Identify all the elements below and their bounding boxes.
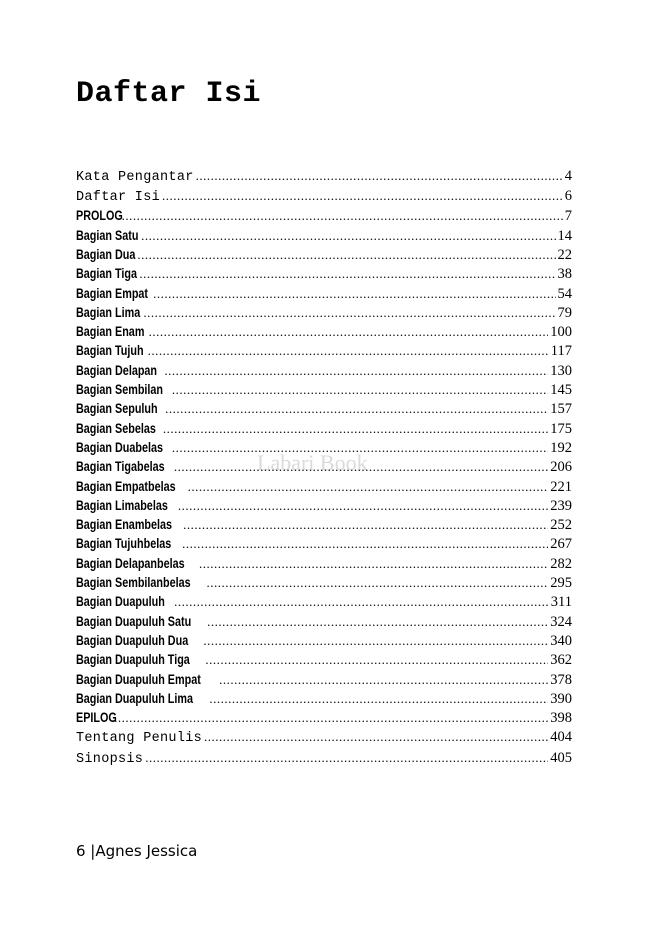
toc-entry[interactable]	[76, 633, 572, 652]
toc-entry[interactable]	[76, 382, 572, 401]
toc-entry-page-number: 282	[550, 555, 572, 572]
dot-leader	[174, 594, 549, 610]
toc-entry-label: Bagian Delapanbelas	[76, 555, 185, 571]
toc-entry-page-number: 405	[550, 749, 572, 766]
toc-entry[interactable]	[76, 459, 572, 478]
toc-entry[interactable]	[76, 421, 572, 440]
toc-entry-page-number: 267	[550, 536, 572, 553]
toc-entry-page-number: 175	[550, 420, 572, 437]
toc-entry-page-number: 6	[564, 188, 572, 205]
toc-entry-page-number: 130	[550, 362, 572, 379]
toc-entry-label: PROLOG	[76, 208, 123, 224]
toc-entry-label: Bagian Dua	[76, 246, 136, 262]
toc-entry[interactable]	[76, 228, 572, 247]
toc-entry-label: Bagian Enam	[76, 324, 145, 340]
toc-entry-page-number: 192	[550, 439, 572, 456]
dot-leader	[209, 691, 548, 707]
toc-entry-label: Bagian Duapuluh Dua	[76, 632, 189, 648]
dot-leader	[205, 652, 548, 668]
toc-entry-page-number: 206	[550, 459, 572, 476]
dot-leader	[139, 266, 555, 282]
dot-leader	[137, 247, 555, 263]
toc-entry-label: Bagian Empat	[76, 285, 149, 301]
toc-entry-page-number: 7	[564, 208, 572, 225]
toc-entry-page-number: 14	[557, 227, 572, 244]
toc-entry-page-number: 378	[550, 671, 572, 688]
toc-entry-label: Bagian Sembilan	[76, 382, 164, 398]
toc-entry-label: Bagian Duapuluh Lima	[76, 690, 194, 706]
dot-leader	[153, 286, 555, 302]
toc-entry-label: Bagian Duapuluh Tiga	[76, 652, 190, 668]
dot-leader	[204, 729, 548, 745]
toc-entry[interactable]	[76, 672, 572, 691]
toc-entry-page-number: 239	[550, 497, 572, 514]
dot-leader	[172, 440, 548, 456]
dot-leader	[172, 382, 548, 398]
toc-entry-page-number: 145	[550, 382, 572, 399]
toc-entry-page-number: 4	[564, 168, 572, 184]
toc-entry[interactable]	[76, 305, 572, 324]
toc-entry[interactable]	[76, 363, 572, 382]
toc-entry-label: Bagian Tigabelas	[76, 459, 165, 475]
toc-entry-label: Bagian Sembilanbelas	[76, 575, 191, 591]
dot-leader	[203, 633, 548, 649]
dot-leader	[164, 363, 548, 379]
toc-entry[interactable]	[76, 498, 572, 517]
dot-leader	[174, 459, 548, 475]
toc-entry[interactable]	[76, 729, 572, 749]
toc-entry-page-number: 117	[550, 343, 572, 360]
toc-entry[interactable]	[76, 343, 572, 362]
toc-entry-label: Bagian Empatbelas	[76, 478, 176, 494]
toc-entry[interactable]	[76, 556, 572, 575]
toc-entry-label: Bagian Duabelas	[76, 439, 164, 455]
toc-entry-page-number: 79	[557, 304, 572, 321]
toc-entry-page-number: 38	[557, 266, 572, 283]
toc-entry[interactable]	[76, 517, 572, 536]
dot-leader	[182, 536, 548, 552]
toc-entry-label: Bagian Duapuluh Empat	[76, 671, 201, 687]
toc-entry-page-number: 54	[557, 285, 572, 302]
dot-leader	[196, 168, 563, 184]
toc-entry-page-number: 252	[550, 517, 572, 534]
toc-entry[interactable]	[76, 614, 572, 633]
dot-leader	[143, 305, 555, 321]
page-footer: 6 |Agnes Jessica	[76, 842, 198, 860]
toc-entry[interactable]	[76, 266, 572, 285]
toc-entry[interactable]	[76, 440, 572, 459]
toc-entry-label: Bagian Duapuluh	[76, 594, 165, 610]
watermark: Labari Book	[257, 450, 368, 475]
dot-leader	[183, 517, 548, 533]
toc-entry-page-number: 295	[550, 575, 572, 592]
toc-entry[interactable]	[76, 691, 572, 710]
dot-leader	[199, 556, 548, 572]
table-of-contents	[76, 168, 572, 770]
dot-leader	[163, 421, 548, 437]
toc-entry-page-number: 311	[550, 594, 572, 611]
toc-entry-page-number: 324	[550, 613, 572, 630]
toc-entry-page-number: 390	[550, 690, 572, 707]
toc-entry-label: Bagian Delapan	[76, 362, 158, 378]
toc-entry[interactable]	[76, 168, 572, 188]
toc-entry[interactable]	[76, 208, 572, 227]
toc-entry-page-number: 362	[550, 652, 572, 669]
dot-leader	[148, 343, 549, 359]
dot-leader	[145, 750, 548, 766]
dot-leader	[114, 710, 548, 726]
dot-leader	[141, 228, 555, 244]
dot-leader	[165, 401, 548, 417]
toc-entry-page-number: 22	[557, 246, 572, 263]
dot-leader	[206, 575, 548, 591]
toc-entry[interactable]	[76, 286, 572, 305]
toc-entry-label: Bagian Tiga	[76, 266, 138, 282]
toc-entry[interactable]	[76, 536, 572, 555]
toc-entry-page-number: 340	[550, 632, 572, 649]
toc-entry-label: Bagian Limabelas	[76, 497, 168, 513]
toc-entry-label: Bagian Duapuluh Satu	[76, 613, 192, 629]
toc-entry-page-number: 404	[550, 729, 572, 746]
toc-entry-label: Tentang Penulis	[76, 731, 203, 747]
toc-entry-label: Bagian Tujuhbelas	[76, 536, 172, 552]
toc-entry[interactable]	[76, 324, 572, 343]
toc-entry[interactable]	[76, 401, 572, 420]
toc-entry[interactable]	[76, 750, 572, 770]
toc-entry-label: Bagian Sepuluh	[76, 401, 158, 417]
toc-entry[interactable]	[76, 710, 572, 729]
dot-leader	[149, 324, 549, 340]
toc-entry[interactable]	[76, 594, 572, 613]
page-title: Daftar Isi	[76, 77, 262, 111]
dot-leader	[122, 208, 563, 224]
toc-entry-label: Bagian Tujuh	[76, 343, 144, 359]
toc-entry-label: Daftar Isi	[76, 190, 161, 206]
dot-leader	[188, 479, 549, 495]
dot-leader	[207, 614, 548, 630]
toc-entry-page-number: 398	[550, 710, 572, 727]
toc-entry-page-number: 157	[550, 401, 572, 418]
dot-leader	[162, 188, 563, 204]
toc-entry-label: EPILOG	[76, 710, 117, 726]
toc-entry-page-number: 100	[550, 324, 572, 341]
toc-entry[interactable]	[76, 247, 572, 266]
toc-entry[interactable]	[76, 652, 572, 671]
toc-entry-label: Bagian Enambelas	[76, 517, 173, 533]
dot-leader	[219, 672, 548, 688]
toc-entry-label: Bagian Sebelas	[76, 420, 156, 436]
toc-entry-label: Kata Pengantar	[76, 170, 194, 185]
toc-entry[interactable]	[76, 479, 572, 498]
toc-entry-label: Bagian Satu	[76, 227, 139, 243]
toc-entry-label: Sinopsis	[76, 751, 144, 767]
toc-entry[interactable]	[76, 575, 572, 594]
toc-entry[interactable]	[76, 188, 572, 208]
toc-entry-page-number: 221	[550, 478, 572, 495]
dot-leader	[178, 498, 548, 514]
toc-entry-label: Bagian Lima	[76, 304, 141, 320]
